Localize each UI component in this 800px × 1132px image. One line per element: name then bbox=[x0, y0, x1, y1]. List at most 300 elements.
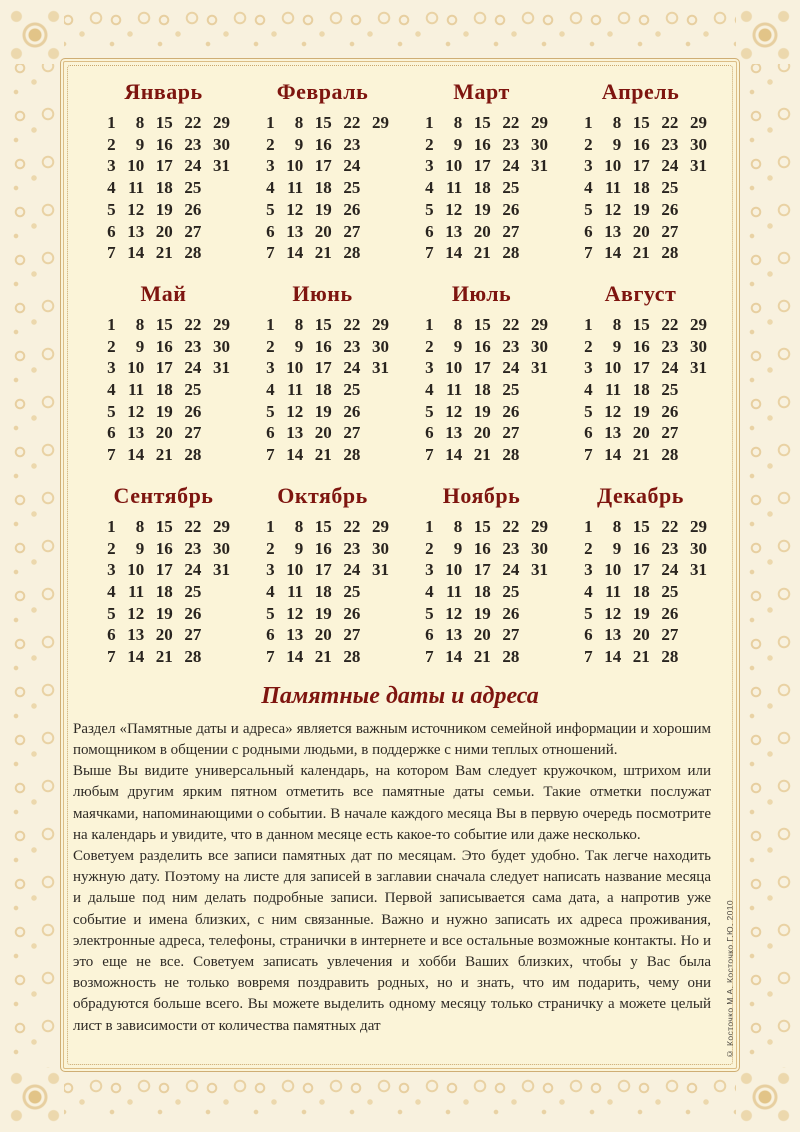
day-cell: 22 bbox=[343, 516, 361, 536]
day-cell-empty bbox=[527, 603, 550, 625]
day-cell: 14 bbox=[604, 445, 622, 465]
day-cell: 5 bbox=[266, 199, 275, 219]
day-cell: 6 bbox=[266, 221, 275, 241]
day-cell: 16 bbox=[473, 538, 491, 558]
day-cell: 5 bbox=[584, 199, 593, 219]
day-cell: 16 bbox=[632, 538, 650, 558]
day-cell: 21 bbox=[632, 445, 650, 465]
day-cell: 8 bbox=[453, 314, 463, 334]
day-cell-empty bbox=[527, 401, 550, 423]
day-cell: 15 bbox=[155, 516, 173, 536]
day-cell: 18 bbox=[632, 380, 650, 400]
ornament-corner-bottom-left bbox=[6, 1068, 64, 1126]
day-cell: 8 bbox=[294, 113, 304, 132]
month-block bbox=[572, 79, 709, 264]
day-cell: 29 bbox=[690, 516, 707, 536]
day-cell: 19 bbox=[473, 199, 491, 219]
day-cell: 8 bbox=[135, 113, 145, 132]
day-cell: 29 bbox=[690, 113, 707, 132]
day-cell: 13 bbox=[286, 423, 304, 443]
month-title: Июнь bbox=[292, 280, 353, 306]
day-cell: 24 bbox=[184, 358, 202, 378]
day-cell: 14 bbox=[445, 243, 463, 263]
day-cell: 16 bbox=[155, 336, 173, 356]
day-grid bbox=[413, 516, 550, 668]
day-cell: 20 bbox=[473, 625, 491, 645]
day-cell: 11 bbox=[605, 178, 622, 198]
day-cell-empty bbox=[686, 221, 709, 243]
day-cell: 16 bbox=[473, 336, 491, 356]
day-cell: 7 bbox=[584, 445, 593, 465]
day-cell: 4 bbox=[266, 178, 275, 198]
day-cell-empty bbox=[686, 177, 709, 199]
day-cell: 16 bbox=[632, 134, 650, 154]
day-cell: 10 bbox=[127, 156, 145, 176]
day-cell-empty bbox=[686, 199, 709, 221]
day-cell: 30 bbox=[372, 336, 389, 356]
day-cell-empty bbox=[527, 199, 550, 221]
ornament-corner-bottom-right bbox=[736, 1068, 794, 1126]
day-cell: 3 bbox=[266, 156, 275, 176]
day-cell: 29 bbox=[213, 516, 230, 536]
ornamental-border-top bbox=[8, 8, 792, 56]
day-cell: 11 bbox=[287, 581, 304, 601]
day-cell-empty bbox=[368, 624, 391, 646]
day-cell: 14 bbox=[286, 647, 304, 667]
day-cell-empty bbox=[686, 242, 709, 264]
day-cell-empty bbox=[209, 422, 232, 444]
month-title: Январь bbox=[124, 79, 203, 104]
day-cell-empty bbox=[209, 177, 232, 199]
day-cell: 9 bbox=[135, 336, 145, 356]
day-cell: 5 bbox=[266, 401, 275, 421]
day-cell: 13 bbox=[127, 423, 145, 443]
day-cell: 30 bbox=[213, 336, 230, 356]
day-cell: 14 bbox=[127, 243, 145, 263]
day-grid bbox=[95, 314, 232, 466]
day-cell: 24 bbox=[343, 560, 361, 580]
day-cell: 7 bbox=[266, 445, 275, 465]
day-cell: 15 bbox=[473, 314, 491, 334]
day-cell-empty bbox=[368, 155, 391, 177]
month-block bbox=[254, 79, 391, 264]
day-cell: 19 bbox=[632, 401, 650, 421]
day-cell: 29 bbox=[531, 113, 548, 132]
day-cell-empty bbox=[209, 624, 232, 646]
day-cell: 13 bbox=[445, 221, 463, 241]
day-cell: 29 bbox=[531, 314, 548, 334]
day-cell: 4 bbox=[425, 581, 434, 601]
day-cell: 11 bbox=[446, 581, 463, 601]
day-cell: 7 bbox=[584, 243, 593, 263]
day-cell: 21 bbox=[473, 243, 491, 263]
month-title: Июль bbox=[451, 280, 512, 306]
day-cell: 27 bbox=[343, 423, 361, 443]
day-grid bbox=[95, 112, 232, 264]
day-cell: 18 bbox=[473, 380, 491, 400]
day-cell: 6 bbox=[425, 423, 434, 443]
day-cell: 3 bbox=[107, 156, 116, 176]
day-cell: 12 bbox=[286, 603, 304, 623]
day-cell: 21 bbox=[632, 243, 650, 263]
day-cell: 5 bbox=[107, 603, 116, 623]
day-cell: 8 bbox=[612, 516, 622, 536]
day-cell: 27 bbox=[661, 625, 679, 645]
day-cell: 5 bbox=[425, 603, 434, 623]
day-cell: 2 bbox=[266, 336, 275, 356]
day-cell: 3 bbox=[584, 156, 593, 176]
day-cell-empty bbox=[686, 379, 709, 401]
day-cell: 15 bbox=[314, 113, 332, 132]
day-cell: 17 bbox=[473, 358, 491, 378]
month-title: Май bbox=[140, 280, 187, 306]
day-cell: 7 bbox=[266, 647, 275, 667]
day-cell: 1 bbox=[425, 314, 434, 334]
day-cell: 24 bbox=[661, 358, 679, 378]
day-cell: 22 bbox=[661, 113, 679, 132]
day-cell: 12 bbox=[445, 401, 463, 421]
ornament-corner-top-left bbox=[6, 6, 64, 64]
day-cell: 28 bbox=[343, 647, 361, 667]
day-cell: 5 bbox=[107, 199, 116, 219]
day-cell: 15 bbox=[155, 113, 173, 132]
day-cell: 8 bbox=[612, 314, 622, 334]
day-cell: 12 bbox=[604, 199, 622, 219]
day-cell: 2 bbox=[584, 336, 593, 356]
day-cell: 29 bbox=[531, 516, 548, 536]
day-cell-empty bbox=[527, 422, 550, 444]
day-cell: 6 bbox=[107, 625, 116, 645]
day-cell: 21 bbox=[632, 647, 650, 667]
day-cell: 25 bbox=[502, 380, 520, 400]
day-cell-empty bbox=[368, 646, 391, 668]
content-frame bbox=[60, 58, 740, 1072]
day-cell: 24 bbox=[343, 358, 361, 378]
day-grid bbox=[572, 516, 709, 668]
day-cell: 11 bbox=[287, 380, 304, 400]
day-cell-empty bbox=[686, 581, 709, 603]
day-cell: 23 bbox=[502, 134, 520, 154]
day-cell: 5 bbox=[266, 603, 275, 623]
day-cell: 18 bbox=[314, 178, 332, 198]
day-cell: 18 bbox=[155, 178, 173, 198]
day-cell: 15 bbox=[155, 314, 173, 334]
day-cell-empty bbox=[686, 422, 709, 444]
day-cell: 13 bbox=[127, 221, 145, 241]
month-block bbox=[254, 281, 391, 466]
day-cell: 12 bbox=[127, 401, 145, 421]
day-cell: 12 bbox=[286, 199, 304, 219]
day-cell: 21 bbox=[314, 647, 332, 667]
day-cell-empty bbox=[368, 134, 391, 156]
day-cell: 13 bbox=[286, 625, 304, 645]
day-cell: 30 bbox=[690, 538, 707, 558]
day-cell: 28 bbox=[184, 445, 202, 465]
day-cell: 3 bbox=[266, 358, 275, 378]
day-cell: 25 bbox=[184, 380, 202, 400]
day-cell: 27 bbox=[661, 423, 679, 443]
day-cell: 22 bbox=[502, 113, 520, 132]
month-block bbox=[572, 281, 709, 466]
day-cell: 6 bbox=[266, 625, 275, 645]
day-cell: 23 bbox=[661, 538, 679, 558]
ornamental-border-right bbox=[744, 8, 792, 1124]
day-cell-empty bbox=[368, 401, 391, 423]
day-cell: 11 bbox=[128, 581, 145, 601]
day-cell: 12 bbox=[604, 401, 622, 421]
day-cell: 4 bbox=[584, 178, 593, 198]
day-cell: 11 bbox=[605, 380, 622, 400]
day-cell-empty bbox=[527, 624, 550, 646]
day-cell: 28 bbox=[502, 647, 520, 667]
day-cell: 23 bbox=[343, 538, 361, 558]
day-cell: 2 bbox=[266, 134, 275, 154]
month-block bbox=[572, 483, 709, 668]
day-cell: 30 bbox=[690, 336, 707, 356]
day-cell: 18 bbox=[632, 581, 650, 601]
day-cell-empty bbox=[209, 379, 232, 401]
day-cell-empty bbox=[527, 221, 550, 243]
day-cell-empty bbox=[686, 603, 709, 625]
day-cell: 26 bbox=[343, 199, 361, 219]
day-cell: 29 bbox=[213, 314, 230, 334]
day-cell: 3 bbox=[425, 358, 434, 378]
day-cell-empty bbox=[368, 199, 391, 221]
day-cell: 20 bbox=[632, 625, 650, 645]
memo-text bbox=[61, 719, 739, 1037]
day-cell: 17 bbox=[155, 358, 173, 378]
day-cell: 22 bbox=[343, 314, 361, 334]
day-cell: 18 bbox=[155, 380, 173, 400]
day-cell: 9 bbox=[294, 134, 304, 154]
day-cell-empty bbox=[368, 581, 391, 603]
day-cell-empty bbox=[209, 603, 232, 625]
day-cell: 6 bbox=[266, 423, 275, 443]
day-cell: 11 bbox=[446, 178, 463, 198]
paragraph-2: Выше Вы видите универсальный календарь, на котором Вам следует кружочком, штрихом или любым другим ярким пятном отметить все памятные даты семьи. Такие отметки послужат маячками, напоминающими о событии. В начале каждого месяца Вы в первую очередь посмотрите на календарь и увидите, что в данном месяце есть какое-то событие или даже несколько. bbox=[73, 763, 711, 843]
day-cell: 20 bbox=[473, 423, 491, 443]
day-cell-empty bbox=[527, 242, 550, 264]
day-cell: 8 bbox=[612, 113, 622, 132]
day-cell: 4 bbox=[266, 380, 275, 400]
day-cell: 18 bbox=[473, 178, 491, 198]
day-cell: 30 bbox=[690, 134, 707, 154]
day-cell: 15 bbox=[314, 314, 332, 334]
day-cell: 12 bbox=[127, 199, 145, 219]
ornament-corner-top-right bbox=[736, 6, 794, 64]
day-cell: 19 bbox=[314, 401, 332, 421]
day-cell: 18 bbox=[314, 380, 332, 400]
day-cell: 2 bbox=[107, 336, 116, 356]
day-cell: 27 bbox=[502, 221, 520, 241]
day-cell: 27 bbox=[661, 221, 679, 241]
day-cell: 12 bbox=[445, 199, 463, 219]
day-cell: 30 bbox=[531, 336, 548, 356]
day-cell: 5 bbox=[425, 401, 434, 421]
day-cell: 10 bbox=[604, 560, 622, 580]
day-cell: 10 bbox=[286, 358, 304, 378]
day-cell: 28 bbox=[502, 243, 520, 263]
day-cell: 20 bbox=[155, 625, 173, 645]
day-cell: 10 bbox=[604, 156, 622, 176]
day-cell: 15 bbox=[473, 516, 491, 536]
day-grid bbox=[254, 112, 391, 264]
day-cell: 25 bbox=[184, 178, 202, 198]
day-cell-empty bbox=[368, 242, 391, 264]
day-cell: 22 bbox=[343, 113, 361, 132]
day-cell: 6 bbox=[425, 625, 434, 645]
day-cell-empty bbox=[209, 401, 232, 423]
month-block bbox=[413, 79, 550, 264]
day-cell: 9 bbox=[294, 538, 304, 558]
day-cell: 4 bbox=[107, 581, 116, 601]
day-cell-empty bbox=[368, 221, 391, 243]
day-cell: 24 bbox=[184, 560, 202, 580]
day-cell: 20 bbox=[314, 221, 332, 241]
day-cell: 9 bbox=[612, 336, 622, 356]
day-cell: 22 bbox=[661, 516, 679, 536]
day-cell: 31 bbox=[690, 156, 707, 176]
day-cell-empty bbox=[686, 401, 709, 423]
month-block bbox=[95, 79, 232, 264]
day-cell: 1 bbox=[107, 113, 116, 132]
day-cell: 23 bbox=[502, 538, 520, 558]
day-cell: 31 bbox=[690, 358, 707, 378]
day-cell: 11 bbox=[128, 178, 145, 198]
day-cell: 12 bbox=[445, 603, 463, 623]
day-cell: 13 bbox=[127, 625, 145, 645]
month-block bbox=[254, 483, 391, 668]
day-cell: 28 bbox=[661, 243, 679, 263]
day-cell: 3 bbox=[266, 560, 275, 580]
day-cell-empty bbox=[368, 379, 391, 401]
day-cell: 17 bbox=[314, 156, 332, 176]
day-cell: 11 bbox=[605, 581, 622, 601]
day-cell: 24 bbox=[343, 156, 361, 176]
day-cell: 19 bbox=[155, 199, 173, 219]
day-cell: 13 bbox=[604, 221, 622, 241]
day-grid bbox=[254, 516, 391, 668]
day-cell: 3 bbox=[584, 560, 593, 580]
day-cell: 28 bbox=[343, 445, 361, 465]
section-title: Памятные даты и адреса bbox=[261, 682, 539, 709]
day-cell: 25 bbox=[502, 581, 520, 601]
day-cell-empty bbox=[209, 221, 232, 243]
day-cell: 7 bbox=[266, 243, 275, 263]
day-cell-empty bbox=[527, 177, 550, 199]
month-title: Октябрь bbox=[277, 482, 368, 508]
day-cell: 4 bbox=[584, 581, 593, 601]
day-cell: 2 bbox=[107, 538, 116, 558]
day-cell: 9 bbox=[294, 336, 304, 356]
month-title: Февраль bbox=[276, 79, 369, 104]
months-grid bbox=[61, 59, 739, 668]
day-cell: 19 bbox=[155, 401, 173, 421]
day-cell: 15 bbox=[314, 516, 332, 536]
day-cell: 17 bbox=[632, 358, 650, 378]
day-cell: 31 bbox=[372, 560, 389, 580]
day-cell: 18 bbox=[155, 581, 173, 601]
day-cell: 27 bbox=[502, 423, 520, 443]
day-cell: 4 bbox=[107, 380, 116, 400]
month-block bbox=[95, 281, 232, 466]
day-cell: 8 bbox=[453, 113, 463, 132]
day-cell: 8 bbox=[135, 516, 145, 536]
day-cell: 17 bbox=[632, 156, 650, 176]
day-cell: 25 bbox=[343, 581, 361, 601]
day-cell: 9 bbox=[453, 134, 463, 154]
day-grid bbox=[572, 112, 709, 264]
day-cell: 7 bbox=[107, 647, 116, 667]
day-cell: 8 bbox=[135, 314, 145, 334]
day-cell: 15 bbox=[473, 113, 491, 132]
day-cell: 14 bbox=[127, 647, 145, 667]
day-cell: 29 bbox=[690, 314, 707, 334]
day-cell: 20 bbox=[314, 625, 332, 645]
day-cell: 17 bbox=[473, 560, 491, 580]
day-cell: 1 bbox=[266, 516, 275, 536]
day-cell: 18 bbox=[473, 581, 491, 601]
day-cell: 9 bbox=[135, 538, 145, 558]
day-cell: 17 bbox=[155, 560, 173, 580]
day-cell: 31 bbox=[531, 358, 548, 378]
month-block bbox=[413, 483, 550, 668]
ornamental-border-bottom bbox=[8, 1076, 792, 1124]
day-cell: 30 bbox=[213, 538, 230, 558]
day-cell: 20 bbox=[155, 221, 173, 241]
day-cell: 3 bbox=[107, 358, 116, 378]
day-cell: 17 bbox=[155, 156, 173, 176]
day-cell: 3 bbox=[425, 560, 434, 580]
month-title: Март bbox=[453, 79, 510, 104]
day-cell: 12 bbox=[286, 401, 304, 421]
day-cell: 21 bbox=[155, 445, 173, 465]
day-cell: 19 bbox=[473, 603, 491, 623]
day-cell: 22 bbox=[502, 314, 520, 334]
day-cell: 16 bbox=[155, 538, 173, 558]
day-cell: 16 bbox=[632, 336, 650, 356]
day-cell: 26 bbox=[184, 401, 202, 421]
day-cell: 7 bbox=[425, 445, 434, 465]
day-cell: 26 bbox=[661, 603, 679, 623]
month-block bbox=[95, 483, 232, 668]
day-cell: 16 bbox=[314, 134, 332, 154]
day-cell: 20 bbox=[473, 221, 491, 241]
day-cell-empty bbox=[527, 379, 550, 401]
day-cell: 25 bbox=[343, 178, 361, 198]
day-cell: 31 bbox=[372, 358, 389, 378]
day-cell: 3 bbox=[425, 156, 434, 176]
day-cell: 10 bbox=[286, 560, 304, 580]
day-cell: 24 bbox=[184, 156, 202, 176]
day-cell: 7 bbox=[107, 243, 116, 263]
day-cell: 2 bbox=[425, 538, 434, 558]
day-cell: 31 bbox=[213, 560, 230, 580]
day-cell: 15 bbox=[632, 516, 650, 536]
day-cell-empty bbox=[209, 199, 232, 221]
day-grid bbox=[413, 112, 550, 264]
day-cell: 1 bbox=[107, 516, 116, 536]
day-cell: 24 bbox=[502, 560, 520, 580]
day-cell: 25 bbox=[502, 178, 520, 198]
day-cell: 29 bbox=[372, 314, 389, 334]
day-cell: 26 bbox=[184, 603, 202, 623]
day-cell: 20 bbox=[632, 221, 650, 241]
day-cell: 6 bbox=[107, 423, 116, 443]
day-cell: 19 bbox=[314, 199, 332, 219]
paragraph-3: Советуем разделить все записи памятных дат по месяцам. Это будет удобно. Так легче находить нужную дату. Поэтому на листе для записей в заглавии сначала следует написать название месяца и дальше под ним делать подробные записи. Первой записывается сама дата, а напротив уже событие и имена близких, с ним связанные. Важно и нужно записать их адреса проживания, электронные адреса, телефоны, странички в интернете и все остальные возможные контакты. Но и это еще не все. Советуем записать увлечения и хобби Ваших близких, чтобы у Вас была возможность не только вовремя поздравить родных, но и знать, что им подарить, чему они обрадуются больше всего. Вы можете выделить одному месяцу только страничку а можете целый лист в зависимости от количества памятных дат bbox=[73, 847, 711, 1034]
day-cell: 25 bbox=[343, 380, 361, 400]
